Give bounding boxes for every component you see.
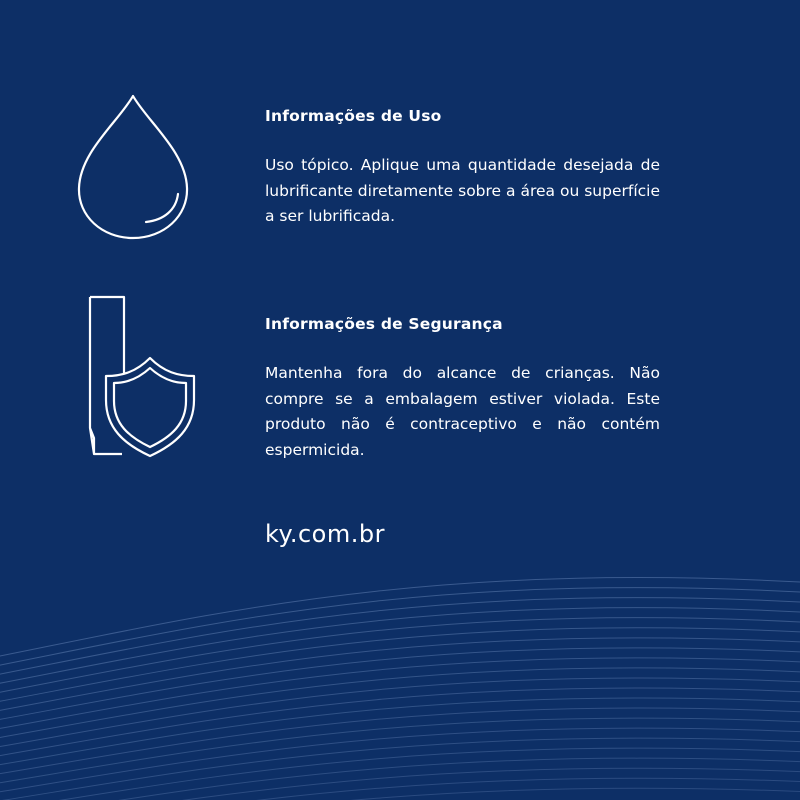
wave-line bbox=[0, 628, 800, 705]
safety-info-section bbox=[265, 314, 660, 463]
wave-line bbox=[0, 768, 800, 800]
wave-line bbox=[0, 748, 800, 800]
usage-info-text: Uso tópico. Aplique uma quantidade desejada de lubrificante diretamente sobre a área ou superfície a ser lubrificada. bbox=[265, 156, 660, 225]
safety-info-title: Informações de Segurança bbox=[265, 315, 503, 333]
safety-info-text: Mantenha fora do alcance de crianças. Não compre se a embalagem estiver violada. Este produto não é contraceptivo e não contém espermicida. bbox=[265, 364, 660, 459]
usage-info-title: Informações de Uso bbox=[265, 107, 442, 125]
website-link[interactable]: ky.com.br bbox=[265, 520, 385, 548]
tube-shield-icon bbox=[78, 292, 204, 462]
water-drop-icon bbox=[70, 92, 196, 244]
wave-line bbox=[0, 788, 800, 800]
wave-line bbox=[0, 618, 800, 696]
wave-line bbox=[0, 638, 800, 714]
usage-info-section bbox=[265, 106, 660, 230]
wave-line bbox=[0, 648, 800, 723]
wave-line bbox=[0, 608, 800, 687]
wave-line bbox=[0, 758, 800, 800]
